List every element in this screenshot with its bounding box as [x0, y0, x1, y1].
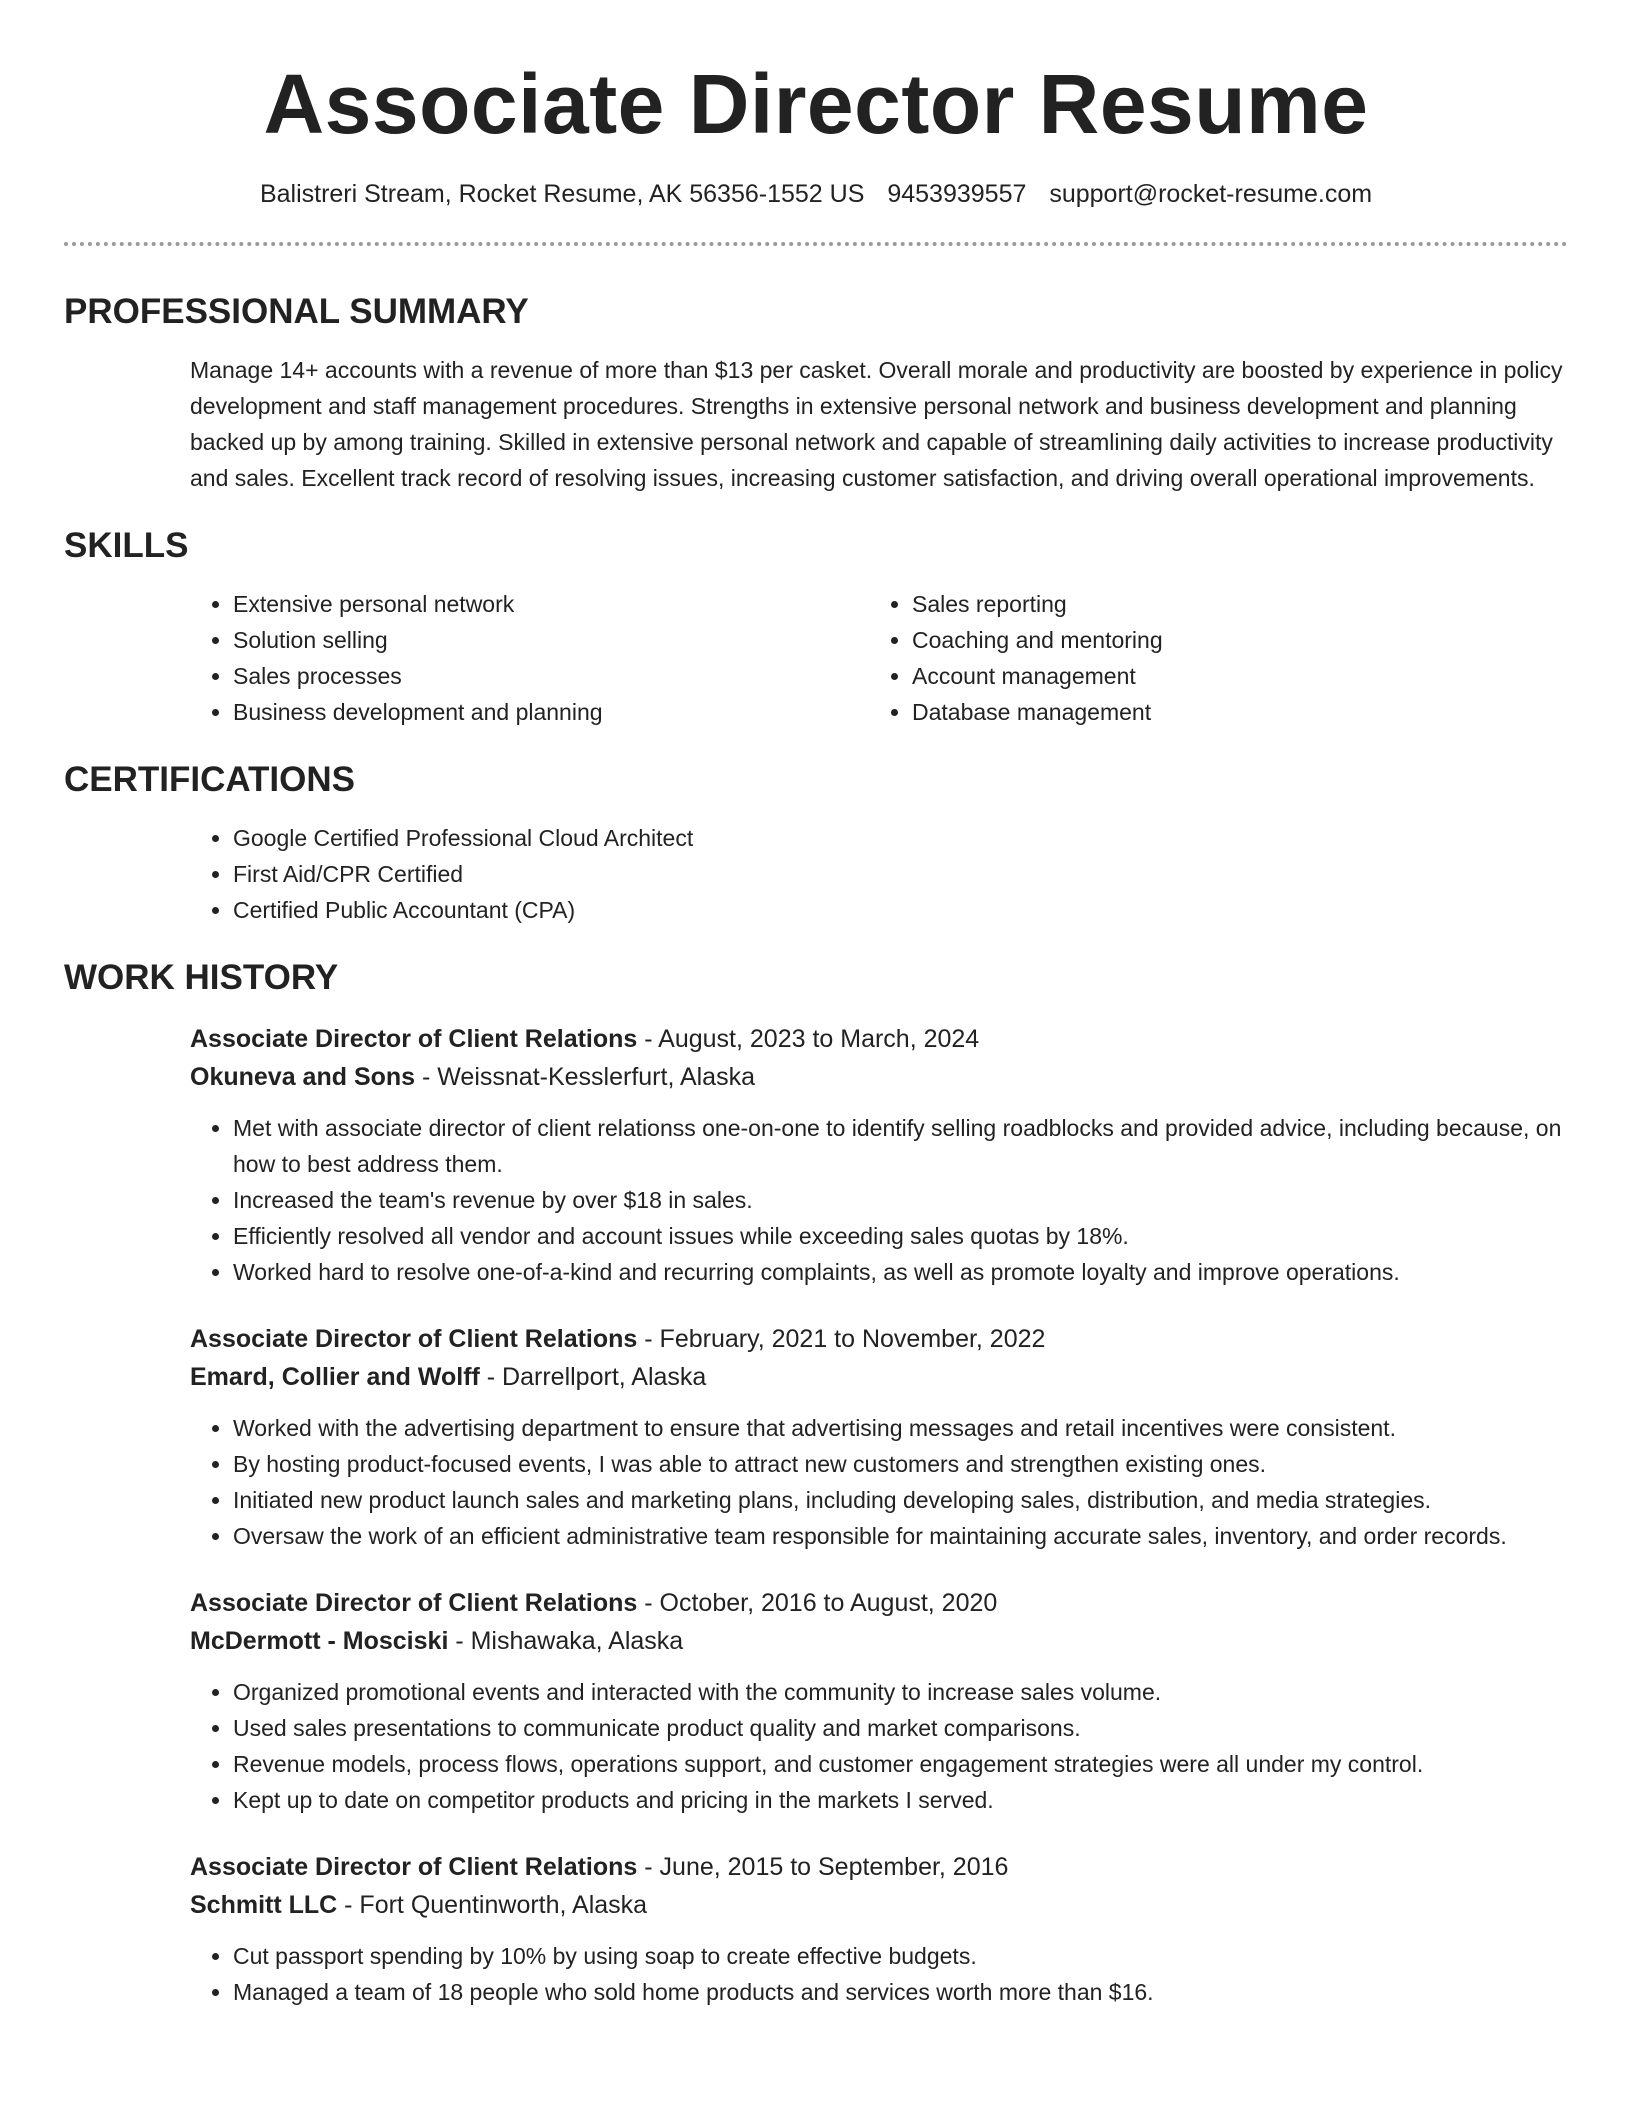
certification-item: • First Aid/CPR Certified — [233, 856, 1632, 892]
job-company-line — [190, 1622, 1632, 1660]
job-title-line — [190, 1320, 1632, 1358]
job-dates: - October, 2016 to August, 2020 — [637, 1589, 998, 1617]
job-bullets — [0, 1674, 1632, 1818]
skill-item: • Business development and planning — [233, 694, 869, 730]
certifications-heading: CERTIFICATIONS — [64, 760, 356, 799]
summary-heading: PROFESSIONAL SUMMARY — [64, 292, 529, 331]
skill-item: • Extensive personal network — [233, 586, 869, 622]
job-location: - Fort Quentinworth, Alaska — [337, 1891, 648, 1919]
job-title: Associate Director of Client Relations — [190, 1853, 638, 1881]
job-bullet: • Cut passport spending by 10% by using soap to create effective budgets. — [233, 1938, 1568, 1974]
job-title: Associate Director of Client Relations — [190, 1589, 638, 1617]
job-company-line — [190, 1058, 1632, 1096]
job-title-line — [190, 1020, 1632, 1058]
job-bullet: • Organized promotional events and interacted with the community to increase sales volume. — [233, 1674, 1568, 1710]
page-title: Associate Director Resume — [263, 57, 1369, 151]
job-entry — [0, 1848, 1632, 2010]
job-company-line — [190, 1358, 1632, 1396]
job-entry — [0, 1584, 1632, 1818]
job-dates: - June, 2015 to September, 2016 — [637, 1853, 1009, 1881]
job-company: Schmitt LLC — [190, 1891, 338, 1919]
job-location: - Mishawaka, Alaska — [448, 1627, 684, 1655]
skills-heading: SKILLS — [64, 526, 189, 565]
job-bullet: • Worked with the advertising department to ensure that advertising messages and retail incentives were consistent. — [233, 1410, 1568, 1446]
job-company: Okuneva and Sons — [190, 1063, 416, 1091]
job-title: Associate Director of Client Relations — [190, 1025, 638, 1053]
skills-column-right — [869, 586, 1548, 730]
job-bullets — [0, 1110, 1632, 1290]
job-dates: - February, 2021 to November, 2022 — [637, 1325, 1046, 1353]
skill-item: • Sales reporting — [912, 586, 1548, 622]
job-location: - Darrellport, Alaska — [479, 1363, 707, 1391]
job-company: McDermott - Mosciski — [190, 1627, 449, 1655]
job-bullets — [0, 1938, 1632, 2010]
job-entry — [0, 1320, 1632, 1554]
job-bullet: • Increased the team's revenue by over $18 in sales. — [233, 1182, 1568, 1218]
contact-phone: 9453939557 — [887, 180, 1027, 208]
job-title: Associate Director of Client Relations — [190, 1325, 638, 1353]
job-bullet: • Initiated new product launch sales and marketing plans, including developing sales, distribution, and media strategies. — [233, 1482, 1568, 1518]
job-bullet: • Kept up to date on competitor products and pricing in the markets I served. — [233, 1782, 1568, 1818]
skills-column-left — [190, 586, 869, 730]
job-bullet: • Oversaw the work of an efficient administrative team responsible for maintaining accurate sales, inventory, and order records. — [233, 1518, 1568, 1554]
job-bullet: • By hosting product-focused events, I was able to attract new customers and strengthen existing ones. — [233, 1446, 1568, 1482]
job-bullet: • Managed a team of 18 people who sold home products and services worth more than $16. — [233, 1974, 1568, 2010]
contact-address: Balistreri Stream, Rocket Resume, AK 56356-1552 US — [259, 180, 865, 208]
summary-text: Manage 14+ accounts with a revenue of more than $13 per casket. Overall morale and productivity are boosted by experience in policy development and staff management procedures. Strengths in extensive personal network and business development and planning backed up by among training. Skilled in extensive personal network and capable of streamlining daily activities to increase productivity and sales. Excellent track record of resolving issues, increasing customer satisfaction, and driving overall operational improvements. — [190, 357, 1563, 491]
job-entry — [0, 1020, 1632, 1290]
job-location: - Weissnat-Kesslerfurt, Alaska — [415, 1063, 755, 1091]
skill-item: • Sales processes — [233, 658, 869, 694]
job-company: Emard, Collier and Wolff — [190, 1363, 480, 1391]
contact-email: support@rocket-resume.com — [1049, 180, 1373, 208]
skill-item: • Database management — [912, 694, 1548, 730]
skill-item: • Coaching and mentoring — [912, 622, 1548, 658]
job-bullet: • Worked hard to resolve one-of-a-kind and recurring complaints, as well as promote loyalty and improve operations. — [233, 1254, 1568, 1290]
work-history-heading: WORK HISTORY — [64, 958, 339, 997]
job-bullet: • Revenue models, process flows, operations support, and customer engagement strategies were all under my control. — [233, 1746, 1568, 1782]
job-title-line — [190, 1584, 1632, 1622]
job-bullet: • Efficiently resolved all vendor and account issues while exceeding sales quotas by 18%. — [233, 1218, 1568, 1254]
job-bullet: • Met with associate director of client relationss one-on-one to identify selling roadblocks and provided advice, including because, on how to best address them. — [233, 1110, 1568, 1182]
contact-line — [0, 178, 1632, 210]
job-bullet: • Used sales presentations to communicate product quality and market comparisons. — [233, 1710, 1568, 1746]
job-title-line — [190, 1848, 1632, 1886]
skills-list — [190, 586, 1632, 730]
certification-item: • Certified Public Accountant (CPA) — [233, 892, 1632, 928]
job-dates: - August, 2023 to March, 2024 — [637, 1025, 980, 1053]
job-company-line — [190, 1886, 1632, 1924]
certifications-list — [0, 820, 1632, 928]
skill-item: • Solution selling — [233, 622, 869, 658]
certification-item: • Google Certified Professional Cloud Architect — [233, 820, 1632, 856]
job-bullets — [0, 1410, 1632, 1554]
skill-item: • Account management — [912, 658, 1548, 694]
header-divider — [64, 242, 1568, 246]
